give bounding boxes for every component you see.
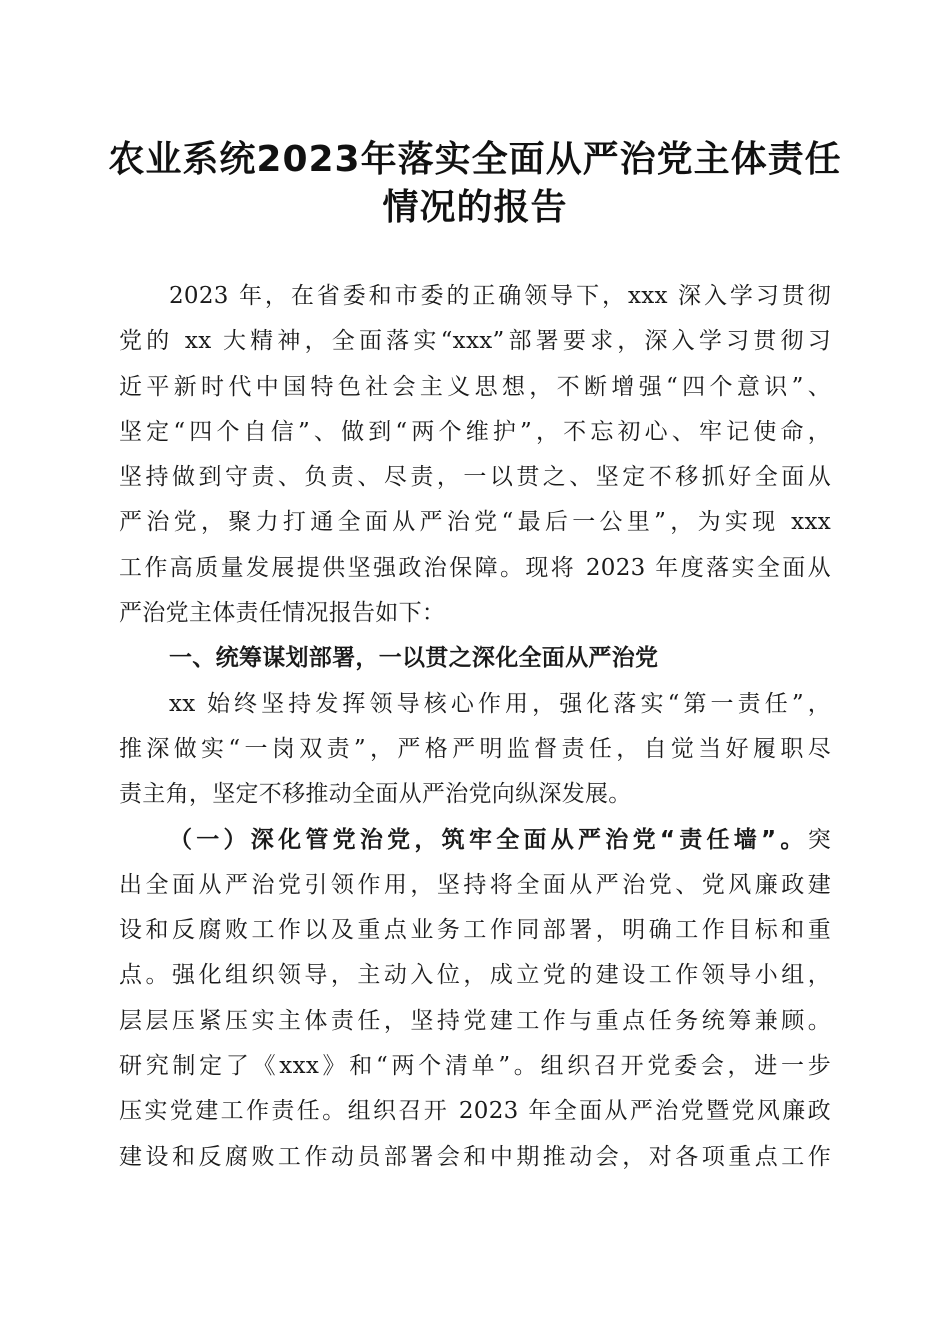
subsection-1-line: 点。强化组织领导，主动入位，成立党的建设工作领导小组， xyxy=(119,962,831,989)
subsection-1-line: 研究制定了《xxx》和“两个清单”。组织召开党委会，进一步 xyxy=(119,1053,831,1080)
section-1-line: 责主角，坚定不移推动全面从严治党向纵深发展。 xyxy=(119,781,632,808)
intro-line: 党的 xx 大精神，全面落实“xxx”部署要求，深入学习贯彻习 xyxy=(119,328,831,355)
subsection-1-line: 层层压紧压实主体责任，坚持党建工作与重点任务统筹兼顾。 xyxy=(119,1007,831,1034)
document-title-line-1: 农业系统2023年落实全面从严治党主体责任 xyxy=(108,139,842,180)
subsection-1-line: 设和反腐败工作以及重点业务工作同部署，明确工作目标和重 xyxy=(119,917,831,944)
intro-line: 坚定“四个自信”、做到“两个维护”，不忘初心、牢记使命， xyxy=(119,418,831,445)
section-1-line: 推深做实“一岗双责”，严格严明监督责任，自觉当好履职尽 xyxy=(119,735,831,762)
subsection-1-line: 出全面从严治党引领作用，坚持将全面从严治党、党风廉政建 xyxy=(119,871,831,898)
section-1-heading: 一、统筹谋划部署，一以贯之深化全面从严治党 xyxy=(169,645,659,672)
intro-line: 严治党主体责任情况报告如下： xyxy=(119,600,446,627)
intro-line: 严治党，聚力打通全面从严治党“最后一公里”，为实现 xxx xyxy=(119,509,831,536)
intro-line: 工作高质量发展提供坚强政治保障。现将 2023 年度落实全面从 xyxy=(119,554,831,581)
document-body xyxy=(119,274,831,1180)
subsection-1-first-line xyxy=(119,818,831,863)
document-title-line-2: 情况的报告 xyxy=(382,187,568,228)
intro-line: 2023 年，在省委和市委的正确领导下，xxx 深入学习贯彻 xyxy=(169,283,831,309)
intro-line: 坚持做到守责、负责、尽责，一以贯之、坚定不移抓好全面从 xyxy=(119,464,831,491)
subsection-1-heading: （一）深化管党治党，筑牢全面从严治党“责任墙”。 xyxy=(169,826,808,853)
subsection-1-line: 建设和反腐败工作动员部署会和中期推动会，对各项重点工作 xyxy=(119,1143,831,1170)
subsection-1-line: 压实党建工作责任。组织召开 2023 年全面从严治党暨党风廉政 xyxy=(119,1098,831,1125)
section-1-line: xx 始终坚持发挥领导核心作用，强化落实“第一责任”， xyxy=(169,690,831,717)
intro-line: 近平新时代中国特色社会主义思想，不断增强“四个意识”、 xyxy=(119,373,831,400)
subsection-1-text: 突 xyxy=(807,826,831,853)
